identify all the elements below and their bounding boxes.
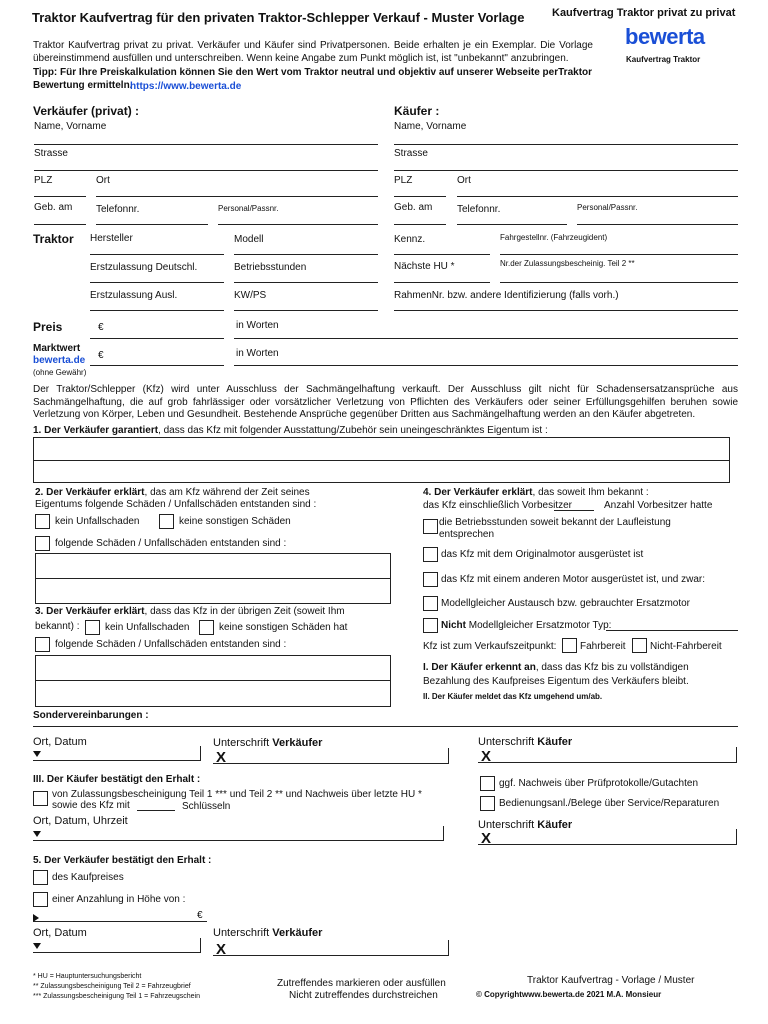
seller-phone-field[interactable] [96,224,208,225]
sign1-seller-field[interactable] [213,763,449,764]
s2-damage-checkbox[interactable] [35,536,50,551]
buyer-name-label: Name, Vorname [394,121,467,132]
s4-other-engine-checkbox[interactable] [423,572,438,587]
seller-birth-label: Geb. am [34,202,73,213]
s3b-buyer-x: X [481,830,492,847]
market-note: (ohne Gewähr) [33,368,87,377]
seller-heading: Verkäufer (privat) : [33,104,140,118]
ownership-i-text: , dass das Kfz bis zu vollständigen [535,662,689,673]
s3-no-accident-label: kein Unfallschaden [105,622,190,633]
section-1-text: , dass das Kfz mit folgender Ausstattung/Zubehör sein uneingeschränktes Eigentum ist : [158,425,548,436]
s4-original-engine-label: das Kfz mit dem Originalmotor ausgerüstet ist [441,549,644,560]
footer-instruction-1: Zutreffendes markieren oder ausfüllen [277,978,446,989]
s3b-manual-checkbox[interactable] [480,796,495,811]
tractor-hours-label: Betriebsstunden [234,262,307,273]
s4-not-drivable-label: Nicht-Fahrbereit [650,641,722,652]
tractor-model-label: Modell [234,234,264,245]
special-heading: Sondervereinbarungen : [33,710,149,721]
section-3-bold: 3. Der Verkäufer erklärt [35,606,145,617]
sign1-buyer-label [478,736,572,748]
market-euro-sign: € [98,350,104,361]
special-field[interactable] [33,726,738,727]
s5-place-label: Ort, Datum [33,927,87,939]
s3b-place-label: Ort, Datum, Uhrzeit [33,815,128,827]
sign1-seller-end [448,748,449,764]
s3b-buyer-field[interactable] [478,844,736,845]
s2-damage-divider [35,578,391,579]
s4-owner-count-field[interactable] [554,510,594,511]
price-heading: Preis [33,320,63,334]
tractor-reg-de-label: Erstzulassung Deutschl. [90,262,198,273]
s3b-keys-label: Schlüsseln [182,801,231,812]
s2-no-damage-label: keine sonstigen Schäden [179,516,291,527]
s5-seller-x: X [216,941,227,958]
seller-street-field[interactable] [34,170,378,171]
market-field[interactable] [90,365,224,366]
price-words-label: in Worten [236,320,279,331]
s5-euro-sign: € [197,910,203,921]
s3b-place-end [443,826,444,841]
section-2-line2: Eigentums folgende Schäden / Unfallschäden entstanden sind : [35,499,317,510]
ownership-i-bold: I. Der Käufer erkennt an [423,662,536,673]
s4-not-same-model-checkbox[interactable] [423,618,438,633]
section-3-text: , dass das Kfz in der übrigen Zeit (soweit Ihm [144,606,345,617]
s3-damage-checkbox[interactable] [35,637,50,652]
price-words-field[interactable] [234,338,738,339]
s3b-buyer-end [736,829,737,845]
tractor-frame-label: RahmenNr. bzw. andere Identifizierung (falls vorh.) [394,290,619,301]
buyer-birth-field[interactable] [394,224,446,225]
tractor-hu-label: Nächste HU * [394,261,455,272]
s3-no-damage-checkbox[interactable] [199,620,214,635]
section-4-heading [423,487,649,498]
s4-drivable-checkbox[interactable] [562,638,577,653]
s4-drivable-label: Fahrbereit [580,641,626,652]
tractor-heading: Traktor [33,232,74,246]
footnote-part2: ** Zulassungsbescheinigung Teil 2 = Fahrzeugbrief [33,983,191,990]
section-5-heading: 5. Der Verkäufer bestätigt den Erhalt : [33,855,212,866]
seller-plz-field[interactable] [34,196,86,197]
market-words-label: in Worten [236,348,279,359]
section-4-bold: 4. Der Verkäufer erklärt [423,487,533,498]
buyer-id-label: Personal/Passnr. [577,203,638,212]
s3-damage-field[interactable] [35,655,391,707]
sign1-buyer-text: Unterschrift [478,736,538,748]
s5-place-field[interactable] [33,952,200,953]
buyer-phone-field[interactable] [457,224,567,225]
s3b-reports-checkbox[interactable] [480,776,495,791]
seller-name-label: Name, Vorname [34,121,107,132]
footer-doc-title: Traktor Kaufvertrag - Vorlage / Muster [527,975,695,986]
s4-same-model-label: Modellgleicher Austausch bzw. gebrauchter Ersatzmotor [441,598,691,609]
section-4-line2a: das Kfz einschließlich Vorbesitzer [423,500,572,511]
buyer-plz-label: PLZ [394,175,413,186]
s3-damage-divider [35,680,391,681]
s2-damage-label: folgende Schäden / Unfallschäden entstanden sind : [55,538,287,549]
tractor-hours-field[interactable] [234,282,378,283]
s3b-docs-label-b: sowie des Kfz mit [52,800,130,811]
tractor-plate-label: Kennz. [394,234,426,245]
section-1-divider [33,460,730,461]
s3b-buyer-label [478,819,572,831]
buyer-city-field[interactable] [457,196,738,197]
s4-hours-label-a: die Betriebsstunden soweit bekannt der Laufleistung [439,517,671,528]
s4-not-same-model-label [441,620,611,631]
section-4-line2b: Anzahl Vorbesitzer hatte [604,500,713,511]
s5-deposit-checkbox[interactable] [33,892,48,907]
s3b-docs-checkbox[interactable] [33,791,48,806]
s5-place-end [200,938,201,953]
price-euro-sign: € [98,322,104,333]
s5-amount-field[interactable] [33,921,207,922]
tractor-frame-field[interactable] [394,310,738,311]
sign1-buyer-field[interactable] [478,762,736,763]
buyer-phone-label: Telefonnr. [457,204,501,215]
market-heading: Marktwert [33,343,81,354]
s5-seller-bold: Verkäufer [272,927,323,939]
buyer-plz-field[interactable] [394,196,446,197]
sign1-seller-bold: Verkäufer [272,737,323,749]
page-title: Traktor Kaufvertrag für den privaten Traktor-Schlepper Verkauf - Muster Vorlage [32,10,525,25]
s5-price-label: des Kaufpreises [52,872,124,883]
tip-body: Tipp: Für Ihre Preiskalkulation können Sie den Wert vom Traktor neutral und objektiv auf unserer Webseite perTraktor Bewertung ermitteln. [33,67,593,91]
tractor-model-field[interactable] [234,254,378,255]
s3-no-accident-checkbox[interactable] [85,620,100,635]
s5-deposit-label: einer Anzahlung in Höhe von : [52,894,186,905]
s4-hours-checkbox[interactable] [423,519,438,534]
s4-not-text: Modellgleicher Ersatzmotor Typ: [466,620,612,631]
seller-id-field[interactable] [218,224,378,225]
market-words-field[interactable] [234,365,738,366]
section-2-bold: 2. Der Verkäufer erklärt [35,487,145,498]
buyer-heading: Käufer : [394,104,440,118]
footnote-hu: * HU = Hauptuntersuchungsbericht [33,973,142,980]
s4-not-drivable-checkbox[interactable] [632,638,647,653]
liability-text: Der Traktor/Schlepper (Kfz) wird unter Ausschluss der Sachmängelhaftung verkauft. Der Ausschluss gilt nicht für Schadensersatzansprüche aus Sachmängelhaftung, die auf grob fahrlässiger oder vorsätzlicher Verletzung von Pflichten des Verkäufers oder seiner Erfüllungsgehilfen beruhen sowie Verletzung von Körper, Leben und Gesundheit. Bestehende Ansprüche gegenüber Dritten aus Sachmängelhaftung werden an den Käufer abgetreten. [33,384,738,420]
s4-other-engine-label: das Kfz mit einem anderen Motor ausgerüstet ist, und zwar: [441,574,706,585]
section-iii-heading: III. Der Käufer bestätigt den Erhalt : [33,774,201,785]
ownership-i [423,662,689,673]
s5-arrow-icon [33,943,41,949]
s3b-buyer-text: Unterschrift [478,819,538,831]
tractor-reg-cert-label: Nr.der Zulassungsbescheinig. Teil 2 ** [500,259,635,268]
s5-seller-label [213,927,322,939]
tractor-reg-cert-field[interactable] [500,282,738,283]
s5-seller-end [448,940,449,956]
logo-subtitle: Kaufvertrag Traktor [626,55,701,64]
tractor-vin-field[interactable] [500,254,738,255]
s4-state-label: Kfz ist zum Verkaufszeitpunkt: [423,641,557,652]
tractor-maker-field[interactable] [90,254,224,255]
section-3-heading [35,606,345,617]
tractor-maker-label: Hersteller [90,233,133,244]
s3b-place-field[interactable] [33,840,443,841]
s4-engine-type-field[interactable] [606,630,738,631]
sign1-seller-x: X [216,749,227,766]
bewerta-logo: bewerta [625,24,705,49]
tractor-kw-field[interactable] [234,310,378,311]
seller-birth-field[interactable] [34,224,86,225]
price-field[interactable] [90,338,224,339]
seller-id-label: Personal/Passnr. [218,204,279,213]
seller-street-label: Strasse [34,148,68,159]
section-2-text: , das am Kfz während der Zeit seines [144,487,310,498]
s5-seller-field[interactable] [213,955,449,956]
market-link[interactable]: bewerta.de [33,355,86,366]
seller-plz-label: PLZ [34,175,53,186]
sign1-place-field[interactable] [33,760,200,761]
tractor-reg-abroad-label: Erstzulassung Ausl. [90,290,178,301]
s2-no-accident-label: kein Unfallschaden [55,516,140,527]
seller-city-label: Ort [96,175,110,186]
s3b-reports-label: ggf. Nachweis über Prüfprotokolle/Gutachten [499,778,698,789]
header-top-right: Kaufvertrag Traktor privat zu privat [552,7,736,19]
ownership-i-line2: Bezahlung des Kaufpreises Eigentum des Verkäufers bleibt. [423,676,689,687]
section-2-heading [35,487,310,498]
footer-copyright: © Copyrightwww.bewerta.de 2021 M.A. Monsieur [476,990,662,999]
buyer-name-field[interactable] [394,144,738,145]
tip-text [33,66,593,92]
s2-no-accident-checkbox[interactable] [35,514,50,529]
buyer-city-label: Ort [457,175,471,186]
sign1-place-label: Ort, Datum [33,736,87,748]
seller-phone-label: Telefonnr. [96,204,140,215]
buyer-birth-label: Geb. am [394,202,433,213]
section-3-line2: bekannt) : [35,621,80,632]
s4-original-engine-checkbox[interactable] [423,547,438,562]
sign1-place-end [200,746,201,761]
seller-city-field[interactable] [96,196,378,197]
tractor-reg-abroad-field[interactable] [90,310,224,311]
s4-hours-label-b: entsprechen [439,529,495,540]
s3b-docs-label-a: von Zulassungsbescheinigung Teil 1 *** und Teil 2 ** und Nachweis über letzte HU * [52,789,422,800]
buyer-street-field[interactable] [394,170,738,171]
s3b-arrow-icon [33,831,41,837]
sign1-buyer-end [736,747,737,763]
s5-seller-text: Unterschrift [213,927,273,939]
seller-name-field[interactable] [34,144,378,145]
buyer-street-label: Strasse [394,148,428,159]
s3b-keys-field[interactable] [137,810,175,811]
tip-link[interactable]: https://www.bewerta.de [130,81,242,92]
footer-instruction-2: Nicht zutreffendes durchstreichen [289,990,438,1001]
intro-text: Traktor Kaufvertrag privat zu privat. Verkäufer und Käufer sind Privatpersonen. Beide erhalten je ein Exemplar. Die Vorlage übereinstimmend ausfüllen und unterschreiben. Wenn keine Angabe zum Punkt möglich ist, ist "unbekannt" anzubringen. [33,40,593,64]
sign1-arrow-icon [33,751,41,757]
s2-no-damage-checkbox[interactable] [159,514,174,529]
sign1-seller-label [213,737,322,749]
s4-not-bold: Nicht [441,620,466,631]
footnote-part1: *** Zulassungsbescheinigung Teil 1 = Fahrzeugschein [33,993,201,1000]
tractor-vin-label: Fahrgestellnr. (Fahrzeugident) [500,233,608,242]
sign1-buyer-bold: Käufer [537,736,573,748]
s3b-buyer-bold: Käufer [537,819,573,831]
tractor-hu-field[interactable] [394,282,490,283]
s3-no-damage-label: keine sonstigen Schäden hat [219,622,348,633]
tractor-kw-label: KW/PS [234,290,267,301]
section-1-heading [33,425,548,436]
section-1-bold: 1. Der Verkäufer garantiert [33,425,159,436]
ownership-ii: II. Der Käufer meldet das Kfz umgehend um/ab. [423,692,603,701]
section-4-text: , das soweit Ihm bekannt : [532,487,649,498]
sign1-buyer-x: X [481,748,492,765]
s3b-manual-label: Bedienungsanl./Belege über Service/Reparaturen [499,798,720,809]
buyer-id-field[interactable] [577,224,738,225]
tractor-plate-field[interactable] [394,254,490,255]
tractor-reg-de-field[interactable] [90,282,224,283]
s3-damage-label: folgende Schäden / Unfallschäden entstanden sind : [55,639,287,650]
s5-price-checkbox[interactable] [33,870,48,885]
sign1-seller-text: Unterschrift [213,737,273,749]
s4-same-model-checkbox[interactable] [423,596,438,611]
